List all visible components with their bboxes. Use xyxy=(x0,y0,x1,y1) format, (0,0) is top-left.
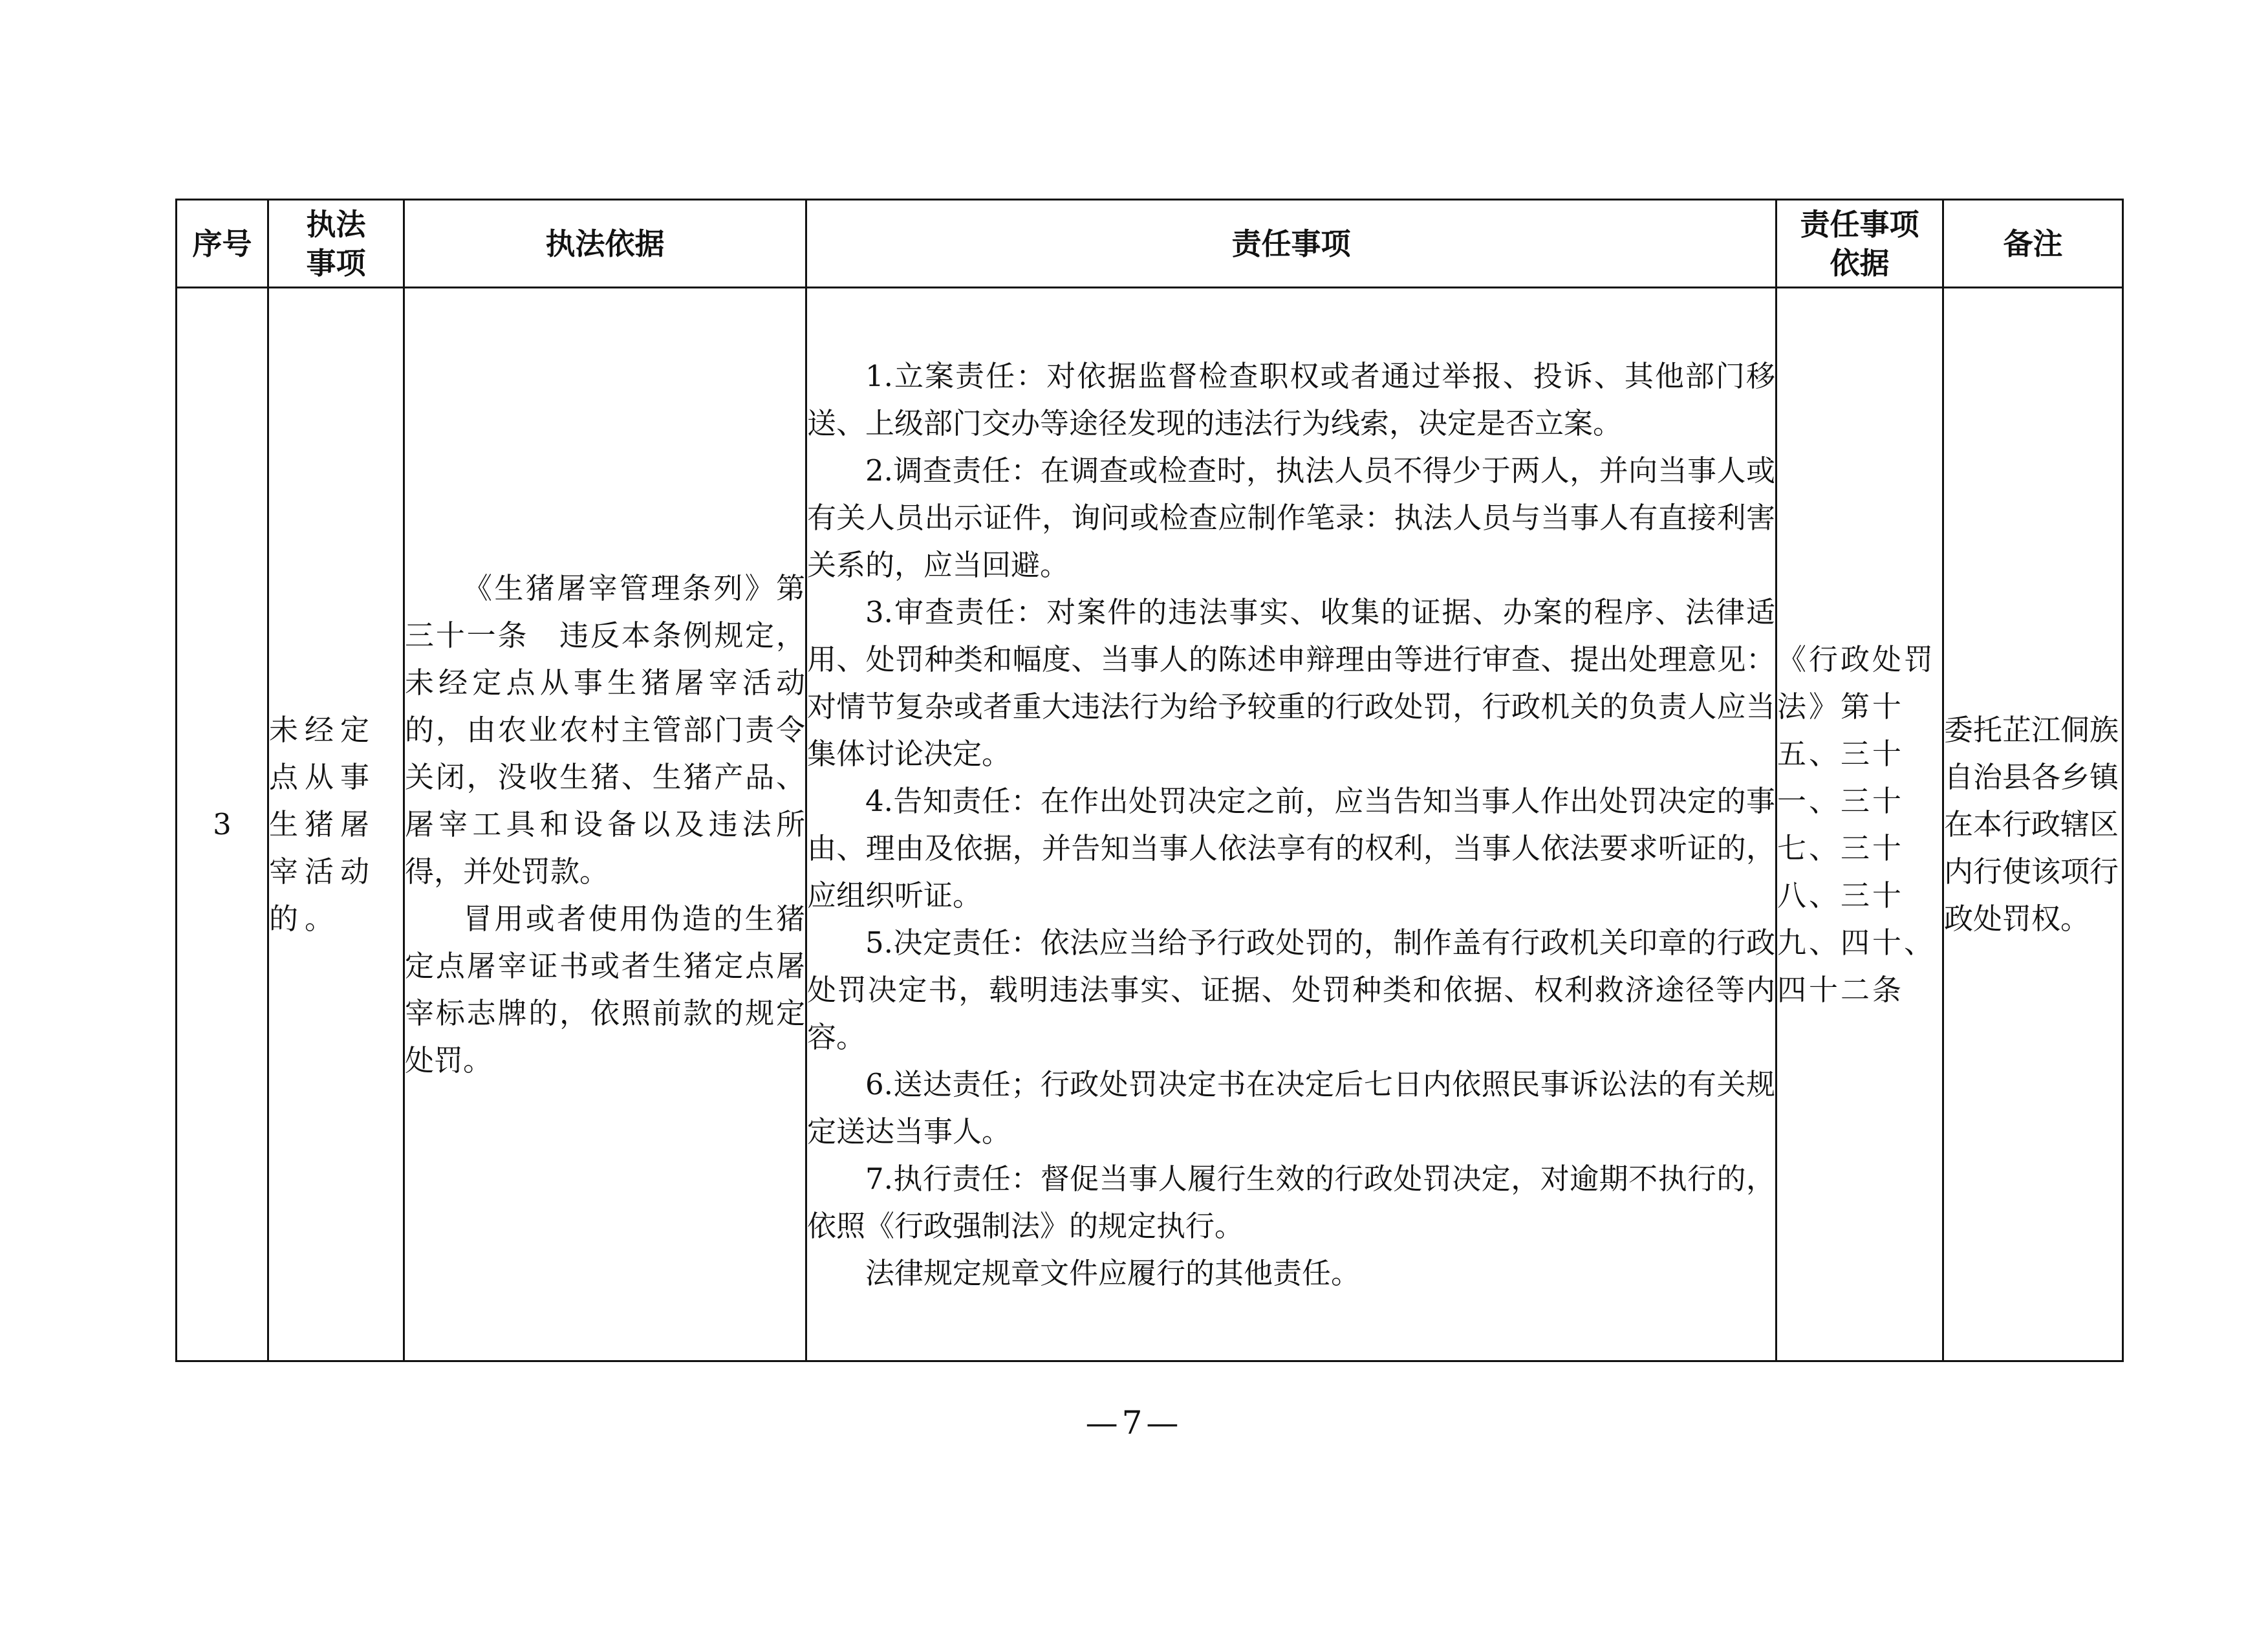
basis-paragraph: 《生猪屠宰管理条列》第三十一条 违反本条例规定，未经定点从事生猪屠宰活动的，由农业农村主管部门责令关闭，没收生猪、生猪产品、屠宰工具和设备以及违法所得，并处罚款。 xyxy=(405,571,805,889)
duty-paragraph: 2.调查责任：在调查或检查时，执法人员不得少于两人，并向当事人或有关人员出示证件，询问或检查应制作笔录：执法人员与当事人有直接利害关系的，应当回避。 xyxy=(807,453,1775,582)
row-basis xyxy=(404,288,806,1361)
row-duties xyxy=(806,288,1777,1361)
row-seq: 3 xyxy=(177,288,268,1361)
duty-paragraph: 法律规定规章文件应履行的其他责任。 xyxy=(865,1255,1361,1290)
enforcement-table xyxy=(175,199,2124,1362)
duty-paragraph: 5.决定责任：依法应当给予行政处罚的，制作盖有行政机关印章的行政处罚决定书，载明违法事实、证据、处罚种类和依据、权利救济途径等内容。 xyxy=(807,925,1775,1054)
duty-paragraph: 4.告知责任：在作出处罚决定之前，应当告知当事人作出处罚决定的事由、理由及依据，并告知当事人依法享有的权利，当事人依法要求听证的，应组织听证。 xyxy=(807,783,1775,913)
header-item-label: 执法事项 xyxy=(306,206,366,281)
row-note: 委托芷江侗族自治县各乡镇在本行政辖区内行使该项行政处罚权。 xyxy=(1943,288,2123,1361)
duty-paragraph: 1.立案责任：对依据监督检查职权或者通过举报、投诉、其他部门移送、上级部门交办等途径发现的违法行为线索，决定是否立案。 xyxy=(807,358,1775,440)
basis-paragraph: 冒用或者使用伪造的生猪定点屠宰证书或者生猪定点屠宰标志牌的，依照前款的规定处罚。 xyxy=(405,902,805,1077)
row-item: 未经定点从事生猪屠宰活动的。 xyxy=(268,288,404,1361)
duty-paragraph: 3.审查责任：对案件的违法事实、收集的证据、办案的程序、法律适用、处罚种类和幅度、当事人的陈述申辩理由等进行审查、提出处理意见：对情节复杂或者重大违法行为给予较重的行政处罚，行政机关的负责人应当集体讨论决定。 xyxy=(807,594,1775,771)
row-resp-basis: 《行政处罚法》第十五、三十一、三十七、三十八、三十九、四十、四十二条 xyxy=(1777,288,1943,1361)
header-item xyxy=(268,200,404,288)
duty-paragraph: 6.送达责任；行政处罚决定书在决定后七日内依照民事诉讼法的有关规定送达当事人。 xyxy=(807,1067,1775,1149)
duty-paragraph: 7.执行责任：督促当事人履行生效的行政处罚决定，对逾期不执行的，依照《行政强制法》的规定执行。 xyxy=(807,1161,1775,1243)
table-header-row xyxy=(177,200,2123,288)
header-basis: 执法依据 xyxy=(404,200,806,288)
header-note: 备注 xyxy=(1943,200,2123,288)
table-row xyxy=(177,288,2123,1361)
header-resp-basis xyxy=(1777,200,1943,288)
header-resp-basis-label: 责任事项依据 xyxy=(1800,206,1919,281)
page-number: —7— xyxy=(1085,1404,1183,1442)
header-seq: 序号 xyxy=(177,200,268,288)
header-duty: 责任事项 xyxy=(806,200,1777,288)
